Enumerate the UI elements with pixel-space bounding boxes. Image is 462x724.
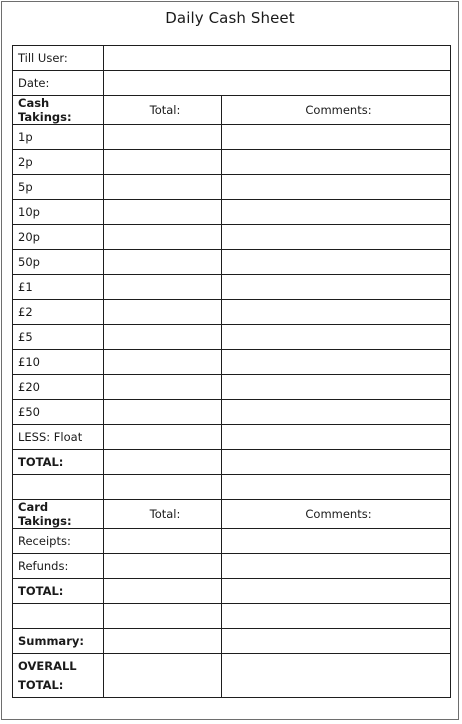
cash-row-comment-field[interactable] [222,425,451,450]
card-comments-header: Comments: [222,500,451,529]
cash-row [13,250,451,275]
cash-row-total-field[interactable] [104,400,222,425]
overall-total-field[interactable] [104,654,222,698]
cash-row-total-field[interactable] [104,175,222,200]
summary-comment-field[interactable] [222,629,451,654]
cash-total-header: Total: [104,96,222,125]
summary-field[interactable] [104,629,222,654]
cash-row-total-field[interactable] [104,275,222,300]
cash-row-label: 5p [13,175,104,200]
cash-row-label: £5 [13,325,104,350]
spacer-cell [13,604,104,629]
spacer-cell [104,604,222,629]
spacer-cell [222,475,451,500]
summary-label: Summary: [13,629,104,654]
card-total-label: TOTAL: [13,579,104,604]
till-user-field[interactable] [104,46,451,71]
cash-row-total-field[interactable] [104,225,222,250]
cash-row [13,175,451,200]
cash-total-label: TOTAL: [13,450,104,475]
card-total-comment-field[interactable] [222,579,451,604]
card-row-comment-field[interactable] [222,529,451,554]
card-row [13,529,451,554]
cash-row-total-field[interactable] [104,350,222,375]
card-total-header: Total: [104,500,222,529]
till-user-row [13,46,451,71]
cash-total-row [13,450,451,475]
cash-row-comment-field[interactable] [222,350,451,375]
cash-row-total-field[interactable] [104,325,222,350]
cash-row-comment-field[interactable] [222,375,451,400]
cash-row-label: £50 [13,400,104,425]
cash-row-comment-field[interactable] [222,300,451,325]
card-total-row [13,579,451,604]
cash-row [13,300,451,325]
card-total-field[interactable] [104,579,222,604]
cash-row-comment-field[interactable] [222,175,451,200]
cash-total-comment-field[interactable] [222,450,451,475]
cash-header-row [13,96,451,125]
spacer-row [13,604,451,629]
card-row-comment-field[interactable] [222,554,451,579]
cash-row [13,125,451,150]
cash-row-comment-field[interactable] [222,400,451,425]
cash-row [13,150,451,175]
card-row-total-field[interactable] [104,529,222,554]
card-row [13,554,451,579]
cash-row-comment-field[interactable] [222,150,451,175]
cash-row-label: 1p [13,125,104,150]
spacer-cell [222,604,451,629]
cash-row-total-field[interactable] [104,300,222,325]
cash-row [13,200,451,225]
cash-takings-label: Cash Takings: [13,96,104,125]
cash-rows [13,125,451,450]
cash-row-label: 50p [13,250,104,275]
cash-row [13,350,451,375]
cash-row-comment-field[interactable] [222,250,451,275]
cash-row [13,375,451,400]
cash-row-label: £20 [13,375,104,400]
overall-total-row [13,654,451,698]
spacer-cell [13,475,104,500]
cash-row [13,275,451,300]
date-label: Date: [13,71,104,96]
cash-row-total-field[interactable] [104,250,222,275]
cash-row-label: 2p [13,150,104,175]
cash-row-label: £2 [13,300,104,325]
cash-row-comment-field[interactable] [222,275,451,300]
cash-row-label: 20p [13,225,104,250]
page-title: Daily Cash Sheet [165,9,295,27]
cash-total-field[interactable] [104,450,222,475]
cash-row-comment-field[interactable] [222,325,451,350]
cash-comments-header: Comments: [222,96,451,125]
cash-row-total-field[interactable] [104,200,222,225]
card-header-row [13,500,451,529]
cash-row-total-field[interactable] [104,125,222,150]
cash-row-total-field[interactable] [104,150,222,175]
cash-row [13,225,451,250]
cash-row-comment-field[interactable] [222,225,451,250]
card-row-total-field[interactable] [104,554,222,579]
cash-row-total-field[interactable] [104,375,222,400]
overall-total-comment-field[interactable] [222,654,451,698]
cash-sheet-table [12,45,451,698]
overall-total-label [13,654,104,698]
overall-label-line1: OVERALL [18,658,77,673]
till-user-label: Till User: [13,46,104,71]
date-row [13,71,451,96]
cash-row [13,425,451,450]
cash-row-label: 10p [13,200,104,225]
cash-row-comment-field[interactable] [222,200,451,225]
cash-row-label: LESS: Float [13,425,104,450]
cash-row-total-field[interactable] [104,425,222,450]
card-row-label: Refunds: [13,554,104,579]
cash-row-label: £1 [13,275,104,300]
date-field[interactable] [104,71,451,96]
overall-label-line2: TOTAL: [18,677,64,692]
card-takings-label: Card Takings: [13,500,104,529]
spacer-cell [104,475,222,500]
cash-row-comment-field[interactable] [222,125,451,150]
summary-row [13,629,451,654]
cash-row [13,325,451,350]
spacer-row [13,475,451,500]
card-row-label: Receipts: [13,529,104,554]
cash-row-label: £10 [13,350,104,375]
card-rows [13,529,451,579]
cash-row [13,400,451,425]
